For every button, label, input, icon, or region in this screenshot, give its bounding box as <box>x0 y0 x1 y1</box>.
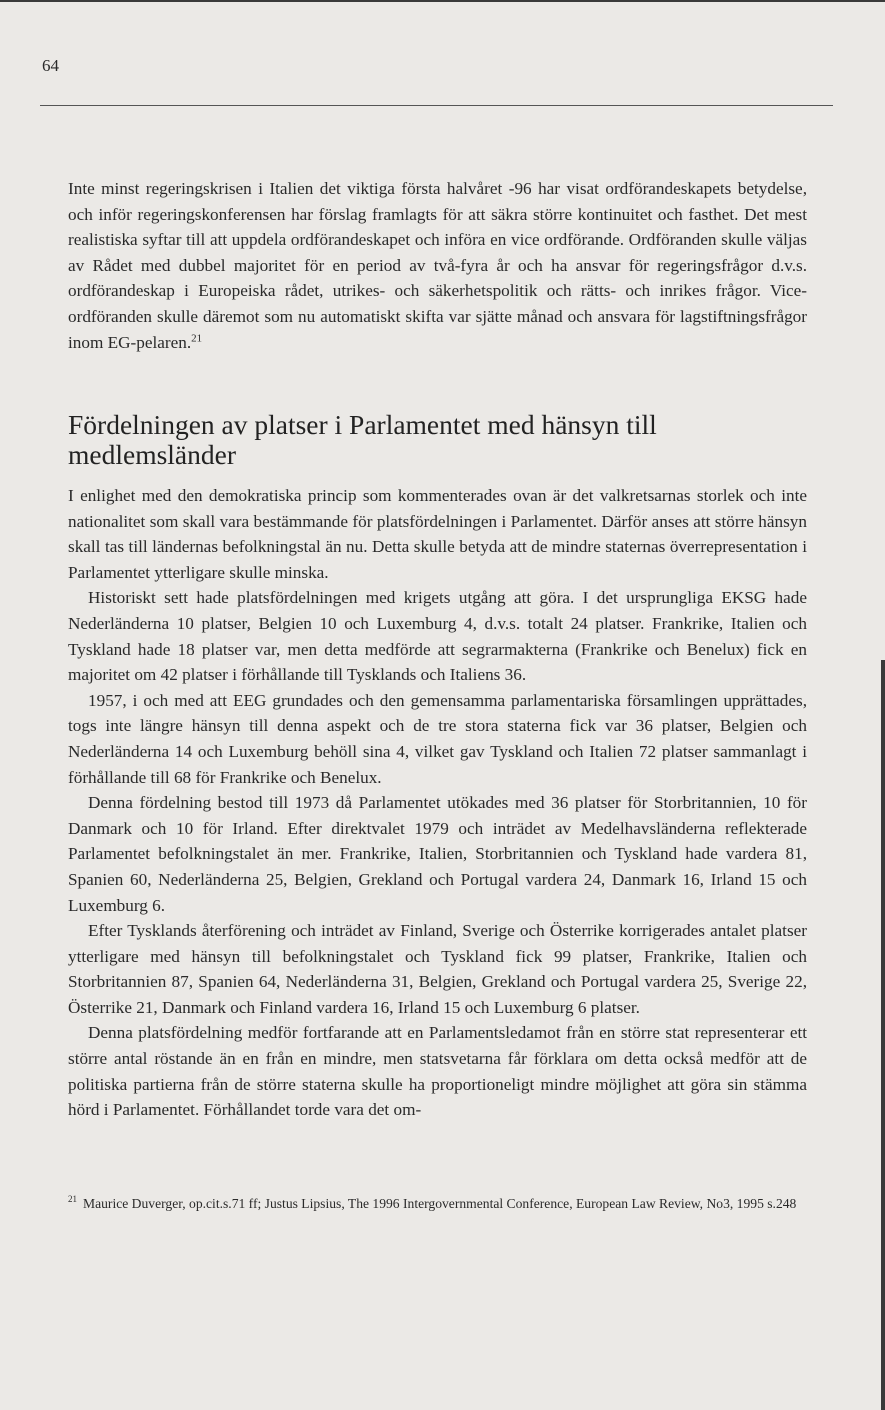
paragraph: Denna fördelning bestod till 1973 då Parlamentet utökades med 36 platser för Storbritannien, 10 för Danmark och 10 för Irland. Efter direktvalet 1979 och inträdet av Medelhavsländerna reflekterade Parlamentet befolkningstalet än mer. Frankrike, Italien, Storbritannien och Tyskland hade vardera 81, Spanien 60, Nederländerna 25, Belgien, Grekland och Portugal vardera 24, Danmark 16, Irland 15 och Luxemburg 6. <box>68 793 807 915</box>
header-rule <box>40 105 833 106</box>
intro-text: Inte minst regeringskrisen i Italien det viktiga första halvåret -96 har visat ordförandeskapets betydelse, och inför regeringskonferensen har förslag framlagts för att säkra större kontinuitet och fasthet. Det mest realistiska syftar till att uppdela ordförandeskapet och införa en vice ordförande. Ordföranden skulle väljas av Rådet med dubbel majoritet för en period av två-fyra år och ha ansvar för regeringsfrågor d.v.s. ordförandeskap i Europeiska rådet, utrikes- och säkerhetspolitik och rätts- och inrikes frågor. Vice-ordföranden skulle däremot som nu automatiskt skifta var sjätte månad och ansvara för lagstiftningsfrågor inom EG-pelaren. <box>68 179 807 352</box>
section-heading: Fördelningen av platser i Parlamentet med hänsyn till medlemsländer <box>68 409 657 470</box>
paragraph: Denna platsfördelning medför fortfarande att en Parlamentsledamot från en större stat representerar ett större antal röstande än en från en mindre, men statsvetarna får förklara om detta också medför att de politiska partierna från de större staterna skulle ha proportioneligt mindre möjlighet att göra sin stämma hörd i Parlamentet. Förhållandet torde vara det om- <box>68 1023 807 1120</box>
paragraph: I enlighet med den demokratiska princip som kommenterades ovan är det valkretsarnas storlek och inte nationalitet som skall vara bestämmande för platsfördelningen i Parlamentet. Därför anses att större hänsyn skall tas till ländernas befolkningstal än nu. Detta skulle betyda att de mindre staternas överrepresentation i Parlamentet ytterligare skulle minska. <box>68 486 807 582</box>
top-border-line <box>0 0 885 2</box>
footnote-reference[interactable]: 21 <box>191 331 203 344</box>
footnote-text: Maurice Duverger, op.cit.s.71 ff; Justus Lipsius, The 1996 Intergovernmental Conference, European Law Review, No3, 1995 s.248 <box>83 1196 797 1211</box>
section-body <box>68 483 807 1123</box>
right-page-edge <box>881 660 885 1410</box>
intro-paragraph <box>68 176 807 355</box>
paragraph: Efter Tysklands återförening och inträdet av Finland, Sverige och Österrike korrigerades antalet platser ytterligare med hänsyn till befolkningstalet och Tyskland fick 99 platser, Frankrike, Italien och Storbritannien 87, Spanien 64, Nederländerna 31, Belgien, Grekland och Portugal vardera 25, Sverige 22, Österrike 21, Danmark och Finland vardera 16, Irland 15 och Luxemburg 6 platser. <box>68 921 807 1017</box>
footnote <box>68 1193 807 1214</box>
paragraph: 1957, i och med att EEG grundades och den gemensamma parlamentariska församlingen upprättades, togs inte längre hänsyn till denna aspekt och de tre stora staterna fick var 36 platser, Belgien och Nederländerna 14 och Luxemburg behöll sina 4, vilket gav Tyskland och Italien 72 platser sammanlagt i förhållande till 68 för Frankrike och Benelux. <box>68 690 807 787</box>
page-number: 64 <box>42 56 59 75</box>
footnote-mark: 21 <box>68 1194 77 1205</box>
paragraph: Historiskt sett hade platsfördelningen med krigets utgång att göra. I det ursprungliga EKSG hade Nederländerna 10 platser, Belgien 10 och Luxemburg 4, d.v.s. totalt 24 platser. Frankrike, Italien och Tyskland hade 18 platser var, men detta medförde att segrarmakterna (Frankrike och Benelux) fick en majoritet om 42 platser i förhållande till Tysklands och Italiens 36. <box>68 588 807 685</box>
